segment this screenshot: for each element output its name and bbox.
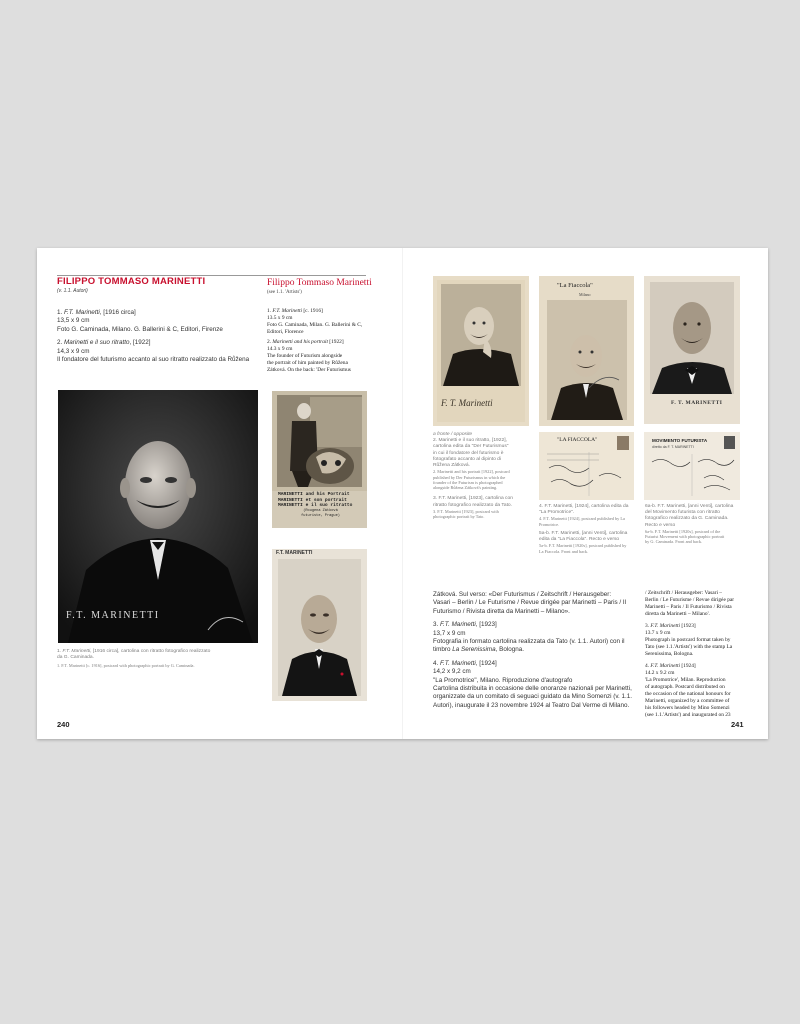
entry-2-size-en: 14.3 x 9 cm xyxy=(267,346,293,352)
title-reference: (v. 1.1. Autori) xyxy=(57,288,88,294)
body-italian: Zátková. Sul verso: «Der Futurismus / Zeitschrift / Herausgeber: Vasari – Berlin / Le Futurisme / Revue dirigée par Marinetti – Paris / Il Futurismo / Rivista diretta da Marinetti – Milano». 3. F.T. Marinetti, [1923] 13,7 x 9 cm Fotografia in formato cartolina realizzata da Tato (v. 1.1. Autori) con il timbro La Serenissima, Bologna. 4. F.T. Marinetti, [1924] 14,2 x 9,2 cm "La Promotrice", Milano. Riproduzione d'autografo Cartolina distribuita in occasione delle onoranze nazionali per Marinetti, organizzate da un comitato di seguaci guidato da Mino Somenzi (v. 1.1. Autori), inaugurate il 23 novembre 1924 al Teatro Dal Verme di Milano. xyxy=(433,591,638,710)
photo-5-label: F. T. MARINETTI xyxy=(671,400,723,406)
entry-4-heading-en: 4. F.T. Marinetti [1924] xyxy=(645,663,696,669)
photo-4-subheader: Milano xyxy=(579,292,591,297)
entry-2-desc-en-3: Zátková. On the back: 'Der Futurismus xyxy=(267,367,351,373)
entry-3-heading: 3. F.T. Marinetti, [1923] xyxy=(433,621,497,629)
title-rule-serif xyxy=(267,275,366,276)
bottom-caption-italian: 1. F.T. Marinetti, [1916 circa], cartolina con ritratto fotografico realizzato da G. Caminada. xyxy=(57,649,211,661)
entry-2-heading: 2. Marinetti e il suo ritratto, [1922] xyxy=(57,339,151,347)
body-english: / Zeitschrift / Herausgeber: Vasari – Berlin / Le Futurisme / Revue dirigée par Marinetti – Paris / Il Futurismo / Rivista diretta da Marinetti – Milano'. 3. F.T. Marinetti [1923] 13.7 x 9 cm Photograph in postcard format taken by Tato (see 1.1.'Artists') with the stamp La Serenissima, Bologna. 4. F.T. Marinetti [1924] 14.2 x 9.2 cm 'La Promotrice', Milan. Reproduction of autograph. Postcard distributed on the occasion of the national honours for Marinetti, organized by a committee of his followers headed by Mino Somenzi (see 1.1.'Artists') and inaugurated on 23 xyxy=(645,590,760,719)
book-spread xyxy=(37,248,768,739)
entry-2-size: 14,3 x 9 cm xyxy=(57,347,90,355)
entry-1-credit: Foto G. Caminada, Milano. G. Ballerini & C, Editori, Firenze xyxy=(57,325,223,333)
postcard-3-autograph: F. T. Marinetti xyxy=(441,398,493,408)
entry-1-size-en: 13.5 x 9 cm xyxy=(267,315,293,321)
photo-2-printed-caption: MARINETTI and his Portrait MARINETTI et son portrait MARINETTI e il suo ritratto (Rougena Zátková futuriste, Prague) xyxy=(278,492,353,519)
marinetti-portrait-photo xyxy=(58,390,258,643)
photo-3-label: F.T. MARINETTI xyxy=(276,550,313,556)
entry-1-heading: 1. F.T. Marinetti, [1916 circa] xyxy=(57,309,136,316)
bottom-caption-english: 1. F.T. Marinetti [c. 1916], postcard with photographic portrait by G. Caminada. xyxy=(57,663,195,668)
photo-5-movimento-futurista xyxy=(644,276,740,424)
book-gutter xyxy=(402,248,403,739)
page-title-serif: Filippo Tommaso Marinetti xyxy=(267,278,372,288)
photo-4-la-fiaccola xyxy=(539,276,634,426)
photo-movimento-back xyxy=(644,432,740,500)
marinetti-and-portrait-photo xyxy=(272,391,367,528)
entry-3-heading-en: 3. F.T. Marinetti [1923] xyxy=(645,623,696,629)
photo-la-fiaccola-back xyxy=(539,432,634,500)
entry-2-description: Il fondatore del futurismo accanto al suo ritratto realizzato da Růžena xyxy=(57,356,250,364)
entry-2-desc-en-2: the portrait of him painted by Růžena xyxy=(267,360,348,366)
entries-italian xyxy=(57,309,267,364)
entry-1-credit-en-2: Editori, Florence xyxy=(267,329,304,335)
page-number-right: 241 xyxy=(731,720,744,729)
captions-column-1: a fronte / opposite 2. Marinetti e il suo ritratto, [1922], cartolina edita da "Der Futurismus" in cui il fondatore del futurismo è fotografato accanto al dipinto di Růžena Zátková. 2. Marinetti and his portrait [1922], postcard published by Der Futurismus in which the founder of the Futurism is photographed alongside Růžena Zátková's painting. 3. F.T. Marinetti, [1923], cartolina con ritratto fotografico realizzato da Tato. 3. F.T. Marinetti [1923], postcard with photographic portrait by Tato. xyxy=(433,432,513,520)
marinetti-sepia-photo xyxy=(272,549,367,701)
captions-column-3: 6a-b. F.T. Marinetti, [anni Venti], cartolina del Movimento futurista con ritratto fotografico realizzato da G. Caminada. Recto e verso 6a-b. F.T. Marinetti [1920s], postcard of the Futurist Movement with photographic portrait by G. Caminada. Front and back. xyxy=(645,504,734,545)
entry-1-size: 13,5 x 9 cm xyxy=(57,317,90,325)
page-title: FILIPPO TOMMASO MARINETTI xyxy=(57,276,206,287)
portrait-signature: F.T. MARINETTI xyxy=(66,610,160,621)
card-movimento-sub: diretto da F. T. MARINETTI xyxy=(652,445,694,449)
captions-column-2: 4. F.T. Marinetti, [1924], cartolina edita da "La Promotrice". 4. F.T. Marinetti [1924], postcard published by La Promotrice. 5a-b. F.T. Marinetti, [anni Venti], cartolina edita da "La Fiaccola". Recto e verso 5a-b. F.T. Marinetti [1920s], postcard published by La Fiaccola. Front and back. xyxy=(539,504,629,554)
title-reference-serif: (see 1.1. 'Artists') xyxy=(267,290,302,295)
entry-2-heading-en: 2. Marinetti and his portrait [1922] xyxy=(267,339,344,345)
card-movimento-title: MOVIMENTO FUTURISTA xyxy=(652,438,708,443)
entry-1-credit-en: Foto G. Caminada, Milan. G. Ballerini & C, xyxy=(267,322,363,328)
entries-english xyxy=(267,308,377,374)
page-number-left: 240 xyxy=(57,720,70,729)
entry-4-heading: 4. F.T. Marinetti, [1924] xyxy=(433,659,497,667)
photo-4-header: "La Fiaccola" xyxy=(557,282,593,289)
entry-2-desc-en-1: The founder of Futurism alongside xyxy=(267,353,343,359)
photo-3-tato-postcard xyxy=(433,276,529,426)
card-fiaccola-title: "LA FIACCOLA" xyxy=(557,437,598,443)
entry-1-heading-en: 1. F.T. Marinetti [c. 1916] xyxy=(267,308,323,314)
